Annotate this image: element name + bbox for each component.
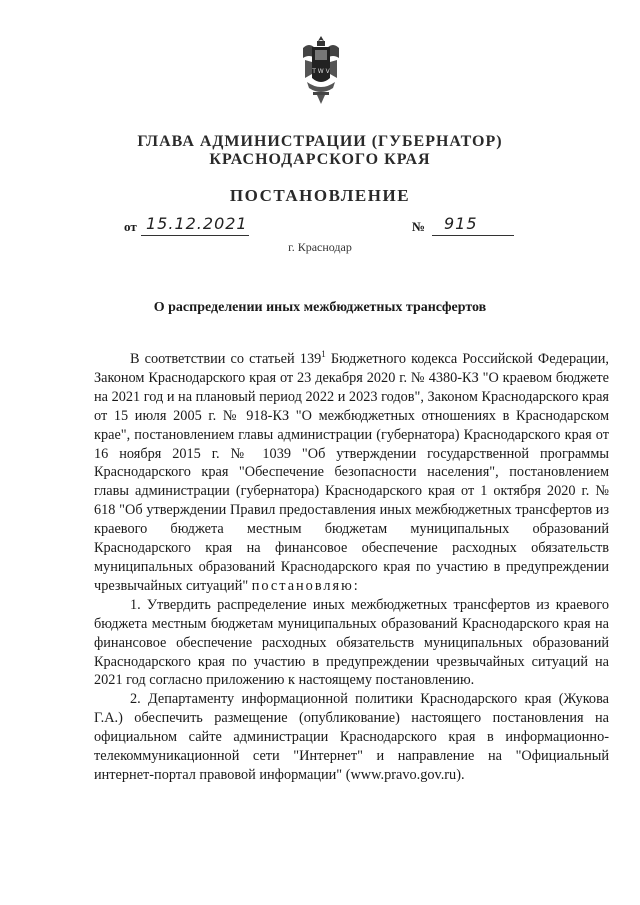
- document-title: О распределении иных межбюджетных трансфертов: [153, 300, 487, 315]
- document-body: [94, 350, 609, 785]
- authority-heading-line2: КРАСНОДАРСКОГО КРАЯ: [209, 151, 431, 168]
- authority-heading-line1: ГЛАВА АДМИНИСТРАЦИИ (ГУБЕРНАТОР): [137, 133, 503, 150]
- preamble-paragraph: [94, 350, 609, 596]
- clause-1: 1. Утвердить распределение иных межбюджетных трансфертов из краевого бюджета местным бюджетам муниципальных образований Краснодарского края на финансовое обеспечение расходных обязательств муниципальных образований Краснодарского края по участию в предупреждении чрезвычайных ситуаций на 2021 год согласно приложению к настоящему постановлению.: [94, 596, 609, 689]
- preamble-part2: Бюджетного кодекса Российской Федерации, Законом Краснодарского края от 23 декабря 2020 г. № 4380-КЗ "О краевом бюджете на 2021 год и на плановый период 2022 и 2023 годов", Законом Краснодарского края от 15 июля 2005 г. № 918-КЗ "О межбюджетных отношениях в Краснодарском крае", постановлением главы администрации (губернатора) Краснодарского края от 16 ноября 2015 г. № 1039 "Об утверждении государственной программы Краснодарского края "Обеспечение безопасности населения", постановлением главы администрации (губернатора) Краснодарского края от 1 октября 2020 г. № 618 "Об утверждении Правил предоставления иных межбюджетных трансфертов из краевого бюджета местным бюджетам муниципальных образований Краснодарского края на финансовое обеспечение расходных обязательств муниципальных образований Краснодарского края по участию в предупреждении чрезвычайных ситуаций": [94, 351, 610, 594]
- document-type: ПОСТАНОВЛЕНИЕ: [229, 186, 411, 205]
- article-superscript: 1: [321, 349, 326, 360]
- number-label: №: [412, 219, 426, 234]
- clause-2: 2. Департаменту информационной политики Краснодарского края (Жукова Г.А.) обеспечить размещение (опубликование) настоящего постановления на официальном сайте администрации Краснодарского края в информационно-телекоммуникационной сети "Интернет" и направление на "Официальный интернет-портал правовой информации" (www.pravo.gov.ru).: [94, 691, 609, 783]
- resolution-keyword: постановляю:: [251, 577, 360, 594]
- number-value: 915: [444, 214, 478, 233]
- date-underline: [141, 235, 249, 236]
- preamble-part1: В соответствии со статьей 139: [130, 351, 322, 367]
- date-label: от: [124, 219, 137, 234]
- city: г. Краснодар: [288, 240, 352, 254]
- coat-of-arms-emblem: [299, 34, 343, 106]
- number-underline: [432, 235, 514, 236]
- date-value: 15.12.2021: [146, 214, 248, 233]
- date-number-row: [0, 215, 640, 239]
- svg-text:T W V: T W V: [312, 68, 330, 75]
